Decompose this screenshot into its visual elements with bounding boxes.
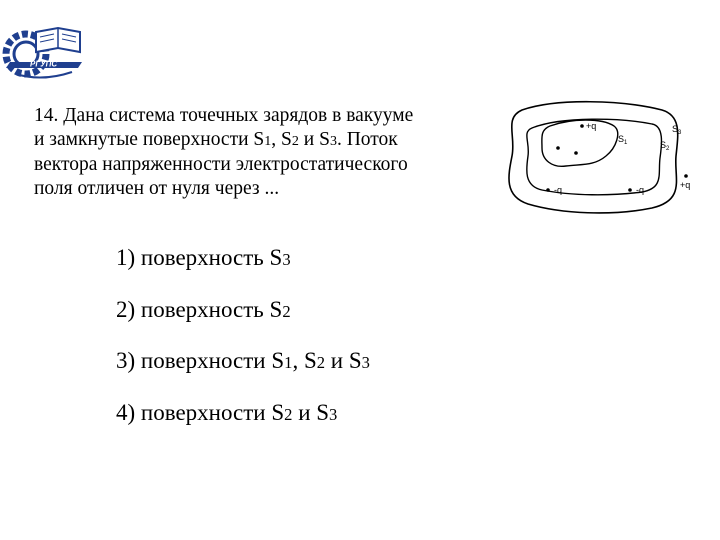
charge-dot <box>580 124 584 128</box>
question-line-2b: , S <box>271 129 292 150</box>
option-text: и S <box>292 400 330 425</box>
charge-label: +q <box>586 121 597 131</box>
option-text: и S <box>325 348 362 373</box>
option-text: поверхность S <box>140 297 283 322</box>
surface-label: $S_3$ <box>672 124 682 136</box>
university-logo <box>2 22 84 86</box>
question-line-1: Дана система точечных зарядов в вакууме <box>63 105 414 126</box>
charge-dot <box>556 146 560 150</box>
subscript: 3 <box>361 353 370 372</box>
subscript: 2 <box>284 405 293 424</box>
subscript: 1 <box>284 353 293 372</box>
charge-label: -q <box>636 185 645 195</box>
charge-dot <box>546 188 550 192</box>
subscript: 3 <box>329 133 337 149</box>
book-icon <box>36 28 80 52</box>
answer-option-3[interactable] <box>116 347 370 377</box>
subscript: 3 <box>329 405 338 424</box>
option-number: 3) <box>116 348 136 373</box>
option-number: 4) <box>116 400 136 425</box>
answer-option-4[interactable] <box>116 399 337 429</box>
answer-option-1[interactable] <box>116 244 291 274</box>
option-text: поверхности S <box>140 348 285 373</box>
answer-option-2[interactable] <box>116 296 291 326</box>
surface-label: $S_2$ <box>660 140 670 152</box>
surface-inner <box>542 120 618 166</box>
question-line-2a: и замкнутые поверхности S <box>34 129 265 150</box>
option-number: 1) <box>116 245 136 270</box>
subscript: 2 <box>291 133 299 149</box>
subscript: 2 <box>316 353 326 372</box>
question-text <box>34 104 512 201</box>
surface-outer <box>509 102 678 213</box>
charge-dot <box>628 188 632 192</box>
charge-label: -q <box>554 185 563 195</box>
subscript: 3 <box>282 250 291 269</box>
logo-text: РГУПС <box>30 59 58 69</box>
option-text: поверхности S <box>140 400 285 425</box>
option-text: , S <box>292 348 317 373</box>
subscript: 2 <box>282 302 291 321</box>
charge-label: +q <box>680 180 691 190</box>
question-line-3: вектора напряженности электростатического <box>34 154 408 175</box>
question-number: 14. <box>34 105 59 126</box>
charge-dot <box>684 174 688 178</box>
option-number: 2) <box>116 297 136 322</box>
option-text: поверхность S <box>140 245 283 270</box>
surfaces-diagram <box>502 96 698 218</box>
question-line-2c: и S <box>298 129 330 150</box>
subscript: 1 <box>264 133 272 149</box>
surface-label: $S_1$ <box>618 134 628 146</box>
charge-dot <box>574 151 578 155</box>
question-line-4: поля отличен от нуля через ... <box>34 178 280 199</box>
question-line-2d: . Поток <box>336 129 398 150</box>
